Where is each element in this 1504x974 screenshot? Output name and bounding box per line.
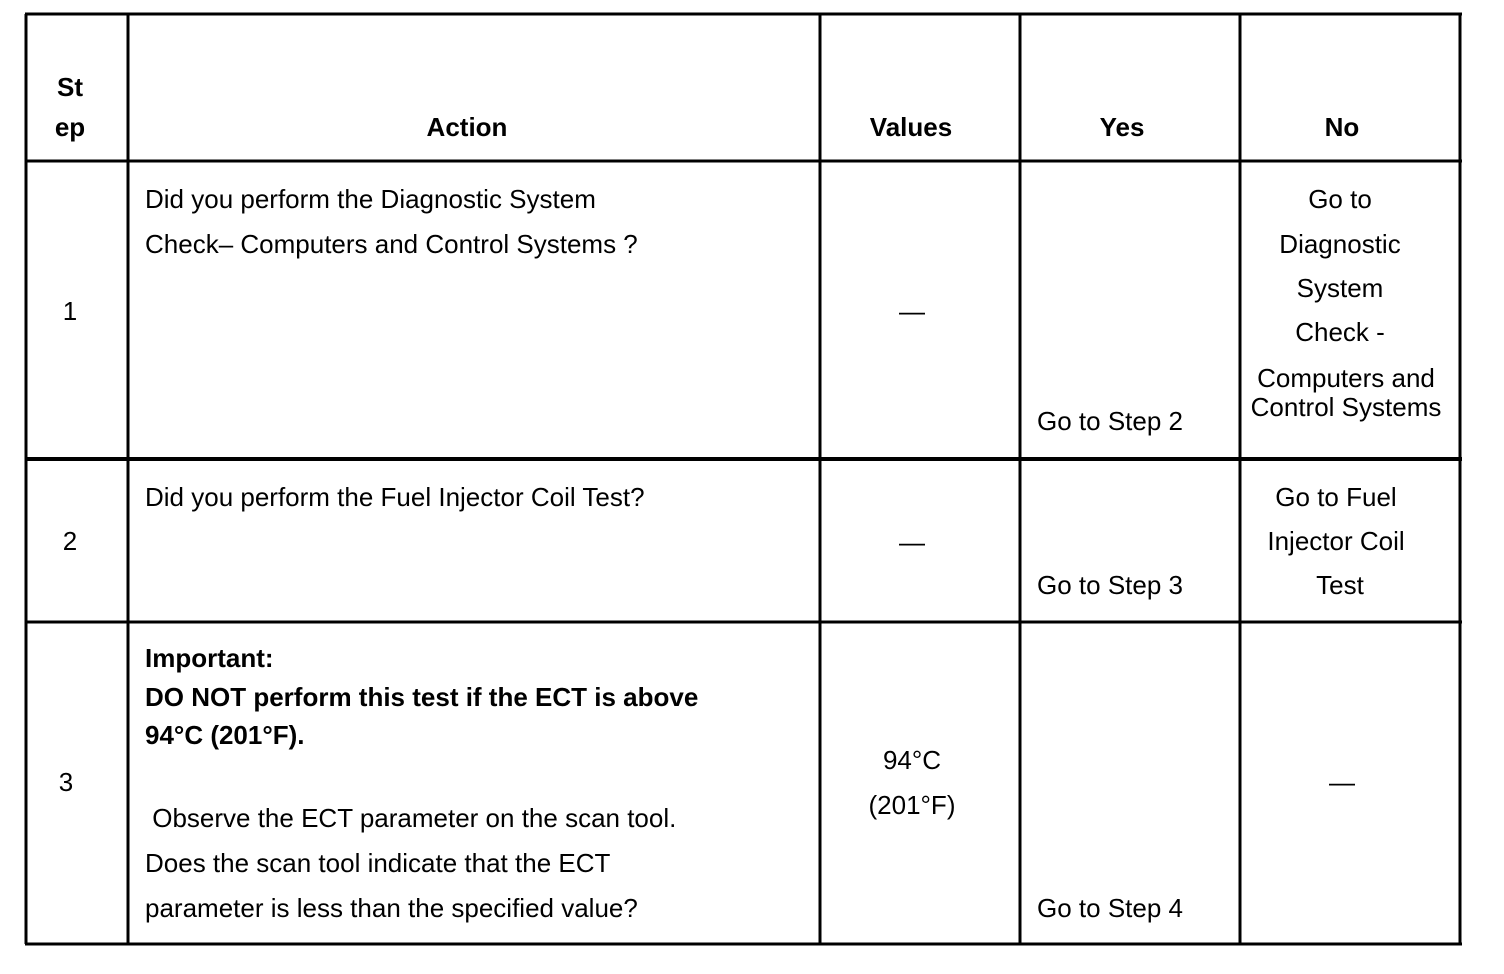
header-step-line1: St (57, 72, 83, 102)
row1-no-line1: Go to (1308, 184, 1372, 214)
row3-important-label: Important: (145, 643, 274, 673)
header-values: Values (869, 112, 953, 142)
row2-no-line2: Injector Coil (1267, 526, 1405, 556)
row3-value-line2: (201°F) (868, 790, 956, 820)
row3-step: 3 (58, 767, 74, 797)
header-no: No (1324, 112, 1360, 142)
row1-action-line1: Did you perform the Diagnostic System (145, 184, 596, 214)
row3-action-line3: parameter is less than the specified value? (145, 893, 638, 923)
row1-no-line2: Diagnostic (1279, 229, 1401, 259)
row2-action-line1: Did you perform the Fuel Injector Coil Test? (145, 482, 645, 512)
row1-no-line5: Computers and (1257, 363, 1435, 393)
row2-no-line1: Go to Fuel (1275, 482, 1397, 512)
row3-important-line1: DO NOT perform this test if the ECT is above (145, 682, 699, 712)
row3-action-line1: Observe the ECT parameter on the scan tool. (145, 803, 677, 833)
row3-value-line1: 94°C (882, 745, 942, 775)
header-yes: Yes (1099, 112, 1145, 142)
row1-no-line3: System (1296, 273, 1384, 303)
row2-value: — (899, 527, 925, 557)
row1-action-line2: Check– Computers and Control Systems ? (145, 229, 638, 259)
row3-no: — (1329, 767, 1355, 797)
row1-no-line6: Control Systems (1250, 392, 1442, 422)
row3-action-line2: Does the scan tool indicate that the ECT (145, 848, 611, 878)
row1-step: 1 (62, 296, 78, 326)
row1-value: — (899, 296, 925, 326)
header-action: Action (426, 112, 508, 142)
row1-no-line4: Check - (1295, 317, 1385, 347)
row2-step: 2 (62, 526, 78, 556)
row2-no-line3: Test (1316, 570, 1364, 600)
header-step-line2: ep (54, 112, 86, 142)
row1-yes: Go to Step 2 (1037, 406, 1183, 436)
row3-important-line2: 94°C (201°F). (145, 720, 305, 750)
header-step (30, 72, 110, 142)
row2-yes: Go to Step 3 (1037, 570, 1183, 600)
row3-yes: Go to Step 4 (1037, 893, 1183, 923)
